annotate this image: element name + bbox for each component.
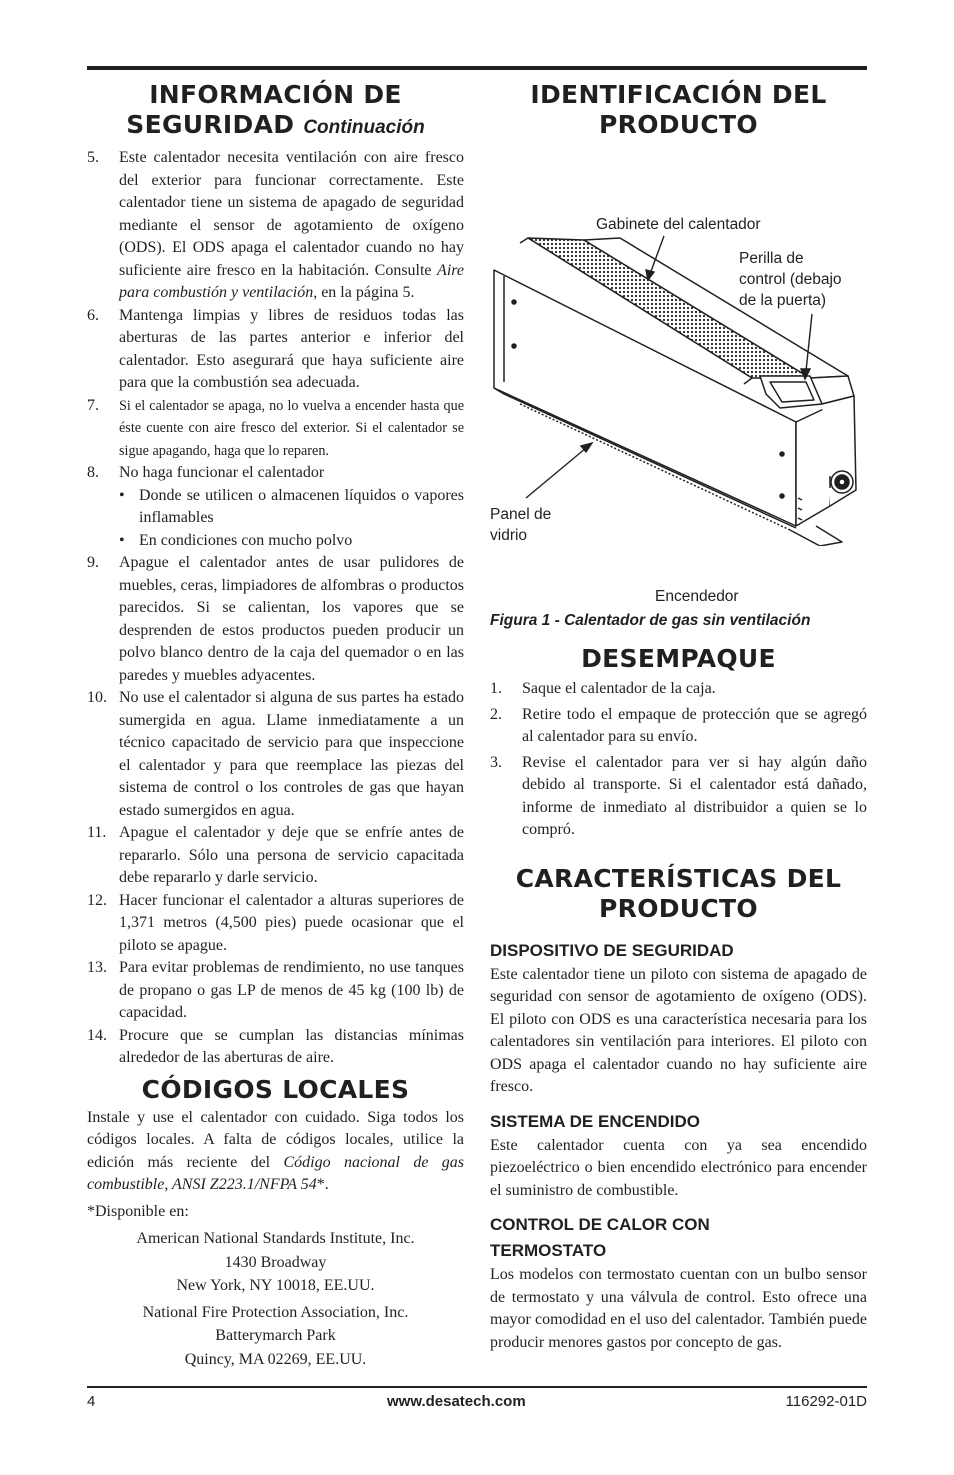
safety-item-9: 9. Apague el calentador antes de usar pulidores de muebles, ceras, limpiadores de alfombras o productos parecidos. Si se calientan, los vapores que se desprenden de estos productos pueden producir un polvo blanco dentro de la caja del quemador o en las paredes y muebles adyacentes. xyxy=(87,554,464,684)
safety-item-6: 6. Mantenga limpias y libres de residuos todas las aberturas de las partes anterior e inferior del calentador. Esto asegurará que haya suficiente aire para que la combustión sea adecuada. xyxy=(87,306,464,391)
website-link[interactable]: www.desatech.com xyxy=(387,1393,526,1410)
safety-title-line2: SEGURIDAD xyxy=(126,110,295,139)
unpacking-list xyxy=(490,678,867,842)
ignition-heading: SISTEMA DE ENCENDIDO xyxy=(490,1111,701,1131)
continued-label: Continuación xyxy=(303,117,425,138)
safety-item-11: 11. Apague el calentador y deje que se enfríe antes de repararlo. Sólo una persona de servicio capacitada debe repararlo y darle servicio. xyxy=(87,824,464,886)
bullet-item: • En condiciones con mucho polvo xyxy=(119,531,353,549)
right-column xyxy=(490,80,867,1354)
safety-item-10: 10. No use el calentador si alguna de sus partes ha estado sumergida en agua. Llame inmediatamente a un técnico capacitado de servicio para que inspeccione el calentador y para que reemplace las piezas del sistema de control o los controles de gas que hayan estado sumergidos en agua. xyxy=(87,689,464,819)
safety-item-12: 12. Hacer funcionar el calentador a alturas superiores de 1,371 metros (4,500 pies) puede ocasionar que el piloto se apague. xyxy=(87,891,464,954)
ansi-address: American National Standards Institute, Inc. 1430 Broadway New York, NY 10018, EE.UU. xyxy=(136,1230,415,1294)
safety-item-13: 13. Para evitar problemas de rendimiento, no use tanques de propano o gas LP de menos de 45 kg (100 lb) de capacidad. xyxy=(87,959,464,1021)
label-glass-panel: Panel de vidrio xyxy=(490,506,552,544)
bullet-item: • Donde se utilicen o almacenen líquidos o vapores inflamables xyxy=(119,486,464,526)
safety-item-8: 8. No haga funcionar el calentador • Donde se utilicen o almacenen líquidos o vapores inflamables • En condiciones con mucho polvo xyxy=(87,462,464,552)
figure-caption: Figura 1 - Calentador de gas sin ventilación xyxy=(490,612,811,629)
codes-heading: CÓDIGOS LOCALES xyxy=(141,1074,410,1104)
available-label: *Disponible en: xyxy=(87,1202,189,1220)
thermostat-text: Los modelos con termostato cuentan con un bulbo sensor de termostato y una válvula de control. Esto ofrece una mayor comodidad en el uso del calentador. También puede producir menores gastos por concepto de gas. xyxy=(490,1266,867,1351)
page-number: 4 xyxy=(87,1393,96,1410)
heater-figure xyxy=(490,146,867,605)
left-column xyxy=(87,80,464,1371)
safety-item-5: 5. Este calentador necesita ventilación con aire fresco del exterior para funcionar correctamente. Este calentador tiene un sistema de apagado de seguridad mediante el sensor de agotamiento de oxígeno (ODS). El ODS apaga el calentador cuando no hay suficiente aire fresco en la habitación. Consulte Aire para combustión y ventilación, en la página 5. xyxy=(87,149,464,301)
safety-heading xyxy=(87,80,464,143)
safety-item-14: 14. Procure que se cumplan las distancias mínimas alrededor de las aberturas de aire. xyxy=(87,1026,464,1066)
codes-paragraph: Instale y use el calentador con cuidado. Siga todos los códigos locales. A falta de códigos locales, utilice la edición más reciente del Código nacional de gas combustible, ANSI Z223.1/NFPA 54*. xyxy=(87,1108,464,1193)
label-igniter: Encendedor xyxy=(655,588,739,605)
safety-device-text: Este calentador tiene un piloto con sistema de apagado de seguridad con sensor de agotamiento de oxígeno (ODS). El piloto con ODS es una característica necesaria para los calentadores sin ventilación para interiores. El piloto con ODS apaga el calentador cuando no hay suficiente aire fresco. xyxy=(490,965,867,1095)
safety-item-8-bullets xyxy=(119,485,464,553)
top-rule xyxy=(87,66,867,70)
safety-item-7: 7. Si el calentador se apaga, no lo vuelva a encender hasta que éste cuente con aire fresco del exterior. Si el calentador se sigue apagando, haga que lo reparen. xyxy=(87,396,464,459)
label-cabinet: Gabinete del calentador xyxy=(596,216,761,233)
thermostat-heading: CONTROL DE CALOR CON TERMOSTATO xyxy=(490,1215,710,1260)
identification-heading: IDENTIFICACIÓN DEL PRODUCTO xyxy=(530,80,827,139)
bottom-rule xyxy=(87,1386,867,1388)
features-heading: CARACTERÍSTICAS DEL PRODUCTO xyxy=(515,863,842,923)
safety-list xyxy=(87,147,464,1070)
document-number: 116292-01D xyxy=(785,1393,867,1410)
heater-illustration xyxy=(490,146,867,546)
unpacking-item: 2. Retire todo el empaque de protección que se agregó al calentador para su envío. xyxy=(490,705,867,745)
safety-title-line1: INFORMACIÓN DE xyxy=(149,80,402,109)
unpacking-heading: DESEMPAQUE xyxy=(581,644,776,673)
unpacking-item: 3. Revise el calentador para ver si hay algún daño debido al transporte. Si el calentador está dañado, informe de inmediato al distribuidor a quien se lo compró. xyxy=(490,753,867,838)
nfpa-address: National Fire Protection Association, Inc. Batterymarch Park Quincy, MA 02269, EE.UU. xyxy=(142,1303,409,1368)
safety-device-heading: DISPOSITIVO DE SEGURIDAD xyxy=(490,940,734,960)
unpacking-item: 1. Saque el calentador de la caja. xyxy=(490,680,716,697)
label-control-knob: Perilla de control (debajo de la puerta) xyxy=(739,250,842,309)
ignition-text: Este calentador cuenta con ya sea encendido piezoeléctrico o bien encendido electrónico para encender el suministro de combustible. xyxy=(490,1136,867,1199)
